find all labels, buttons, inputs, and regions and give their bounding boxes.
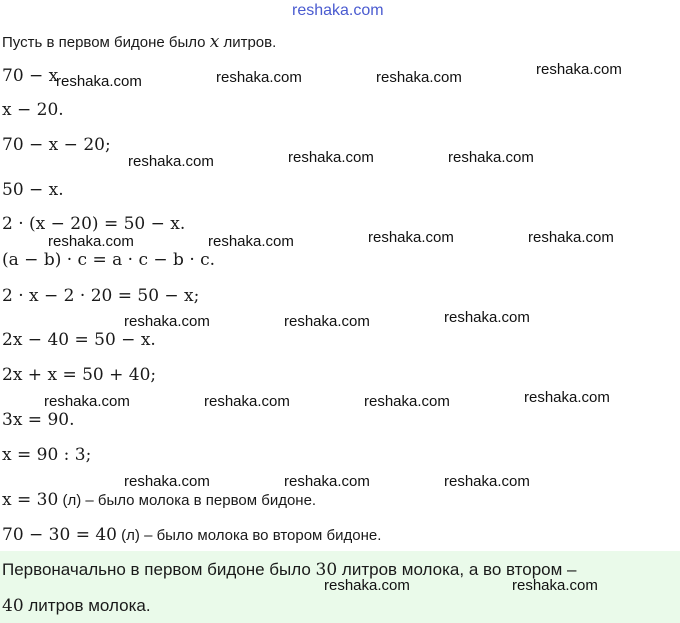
watermark: reshaka.com	[56, 73, 142, 90]
watermark: reshaka.com	[448, 149, 534, 166]
watermark: reshaka.com	[128, 153, 214, 170]
intro-tail: литров.	[219, 34, 277, 51]
eq-line-3: 70 − x − 20;	[2, 135, 111, 155]
intro-line	[2, 32, 276, 53]
watermark: reshaka.com	[208, 233, 294, 250]
watermark: reshaka.com	[512, 577, 598, 594]
watermark: reshaka.com	[324, 577, 410, 594]
watermark: reshaka.com	[528, 229, 614, 246]
eq-line-2: x − 20.	[2, 100, 64, 120]
answer-line-2	[2, 596, 151, 616]
answer-text-2: литров молока, а во втором –	[337, 560, 577, 579]
watermark: reshaka.com	[368, 229, 454, 246]
watermark: reshaka.com	[124, 473, 210, 490]
watermark: reshaka.com	[444, 473, 530, 490]
eq-line-5: 2 · (x − 20) = 50 − x.	[2, 214, 186, 234]
eq-line-12	[2, 490, 316, 511]
answer-text-1: Первоначально в первом бидоне было	[2, 560, 316, 579]
answer-line-1	[2, 560, 577, 580]
watermark: reshaka.com	[44, 393, 130, 410]
eq-line-1: 70 − x	[2, 66, 59, 86]
watermark-top: reshaka.com	[292, 2, 384, 19]
eq-line-4: 50 − x.	[2, 180, 64, 200]
watermark: reshaka.com	[124, 313, 210, 330]
watermark: reshaka.com	[524, 389, 610, 406]
watermark: reshaka.com	[444, 309, 530, 326]
answer-number-1: 30	[315, 560, 338, 580]
answer-number-2: 40	[2, 596, 24, 616]
intro-text: Пусть в первом бидоне было	[2, 34, 210, 51]
watermark: reshaka.com	[364, 393, 450, 410]
eq-line-13-text: (л) – было молока во втором бидоне.	[117, 527, 382, 544]
eq-line-8: 2x − 40 = 50 − x.	[2, 330, 156, 350]
answer-text-3: литров молока.	[23, 596, 151, 615]
watermark: reshaka.com	[48, 233, 134, 250]
eq-line-12-math: x = 30	[2, 490, 59, 510]
watermark: reshaka.com	[288, 149, 374, 166]
eq-line-11: x = 90 : 3;	[2, 445, 92, 465]
watermark: reshaka.com	[204, 393, 290, 410]
eq-line-13	[2, 525, 381, 546]
watermark: reshaka.com	[284, 313, 370, 330]
eq-line-6: (a − b) · c = a · c − b · c.	[2, 250, 216, 270]
eq-line-12-text: (л) – было молока в первом бидоне.	[58, 492, 317, 509]
eq-line-13-math: 70 − 30 = 40	[2, 525, 117, 545]
watermark: reshaka.com	[376, 69, 462, 86]
eq-line-7: 2 · x − 2 · 20 = 50 − x;	[2, 286, 200, 306]
watermark: reshaka.com	[284, 473, 370, 490]
intro-variable: x	[209, 32, 220, 52]
eq-line-9: 2x + x = 50 + 40;	[2, 365, 157, 385]
eq-line-10: 3x = 90.	[2, 410, 75, 430]
watermark: reshaka.com	[216, 69, 302, 86]
watermark: reshaka.com	[536, 61, 622, 78]
